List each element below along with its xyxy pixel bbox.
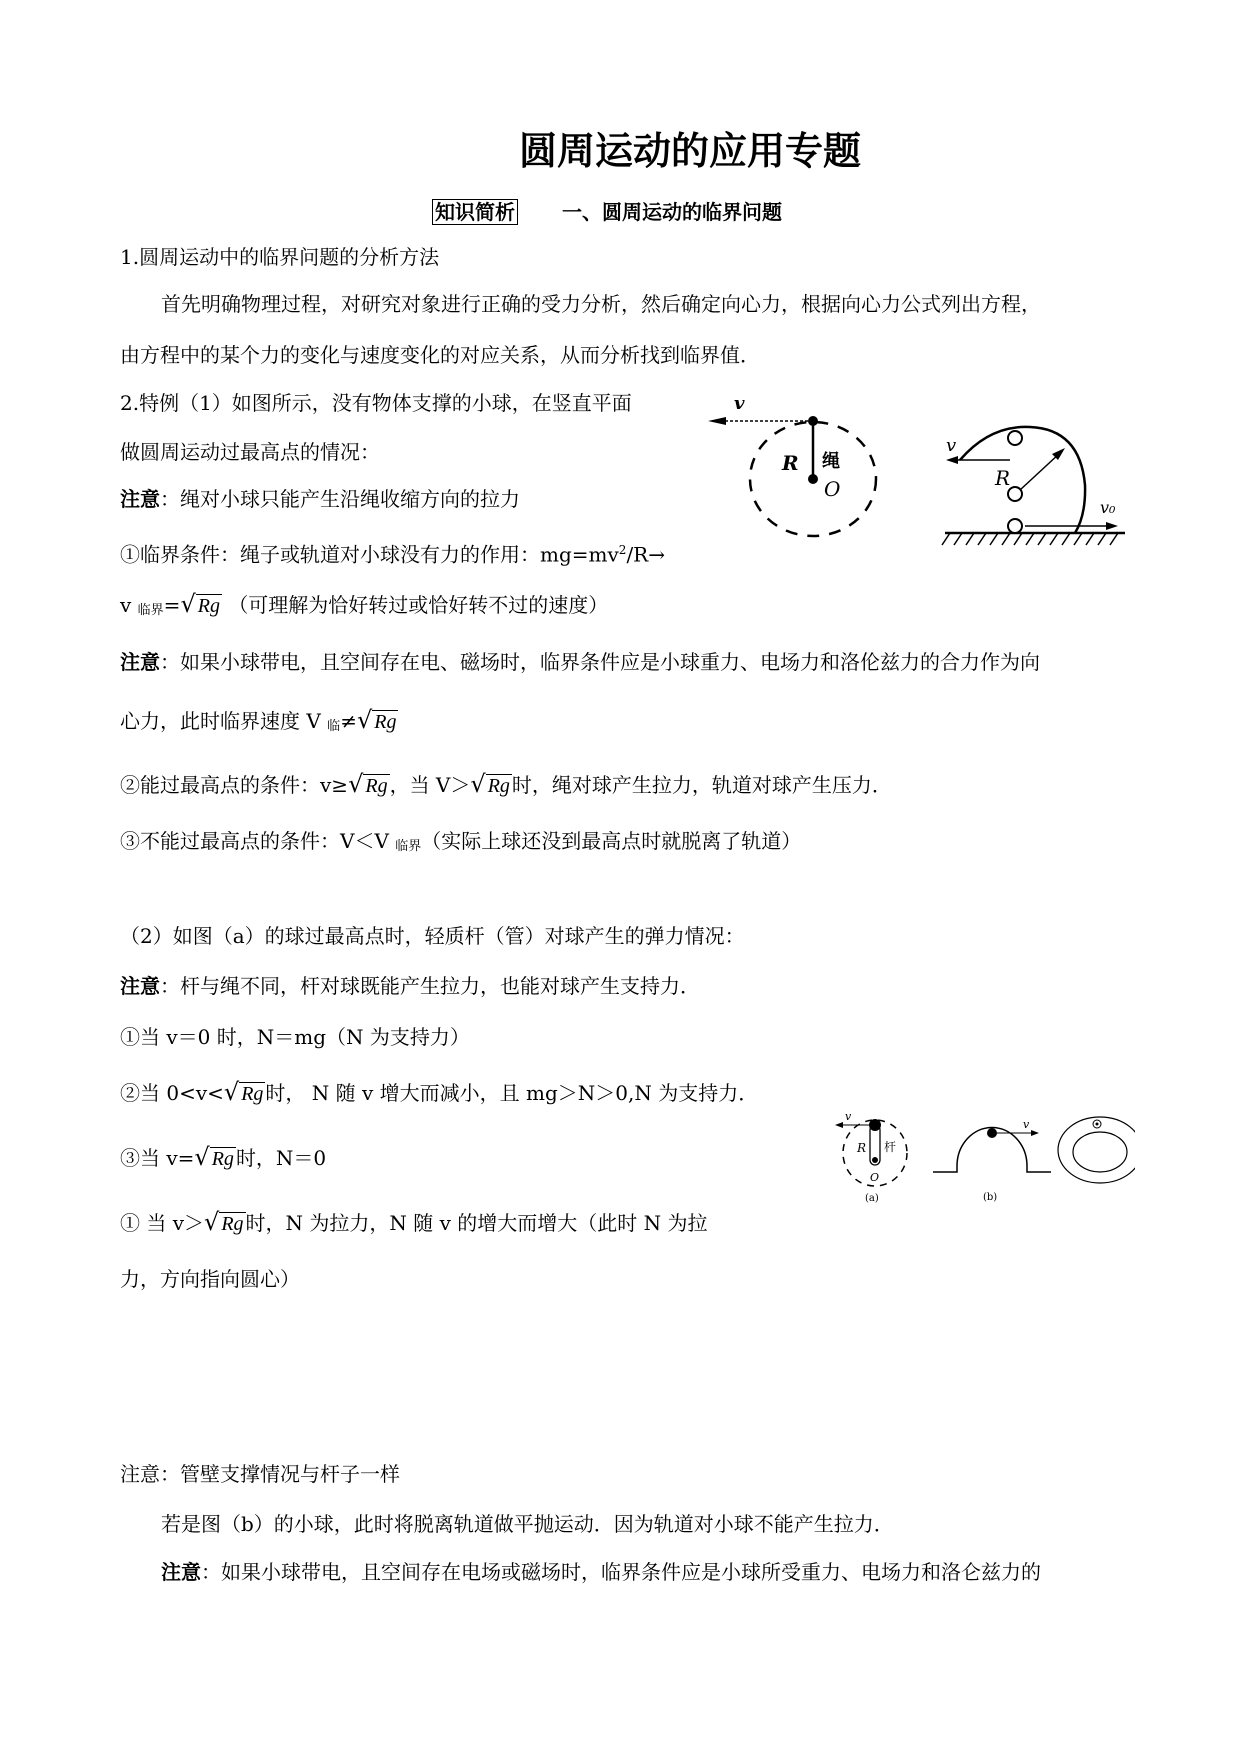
label-v0: v₀ — [1100, 498, 1116, 517]
label-v: v — [845, 1110, 852, 1123]
note-label: 注意 — [120, 487, 160, 511]
text: 时，绳对球产生拉力，轨道对球产生压力． — [511, 773, 892, 797]
note-label: 注意 — [161, 1560, 201, 1584]
text: 时，N 为拉力，N 随 v 的增大而增大（此时 N 为拉 — [245, 1211, 708, 1235]
text: ②当 0<v< — [120, 1081, 224, 1105]
text: （可理解为恰好转过或恰好转不过的速度） — [228, 593, 609, 617]
text-line: 1.圆周运动中的临界问题的分析方法 — [120, 245, 440, 269]
note-line — [120, 973, 700, 999]
section-header — [432, 196, 782, 225]
note-text: ：如果小球带电，且空间存在电、磁场时，临界条件应是小球重力、电场力和洛伦兹力的合力作为向 — [160, 650, 1040, 674]
text: 心力，此时临界速度 V — [120, 709, 328, 733]
section-heading: 一、圆周运动的临界问题 — [562, 200, 782, 224]
label-o: O — [824, 477, 841, 501]
track-diagram — [942, 427, 1125, 545]
text-line: 若是图（b）的小球，此时将脱离轨道做平抛运动．因为轨道对小球不能产生拉力． — [161, 1512, 894, 1536]
figure-rod-and-arc — [815, 1100, 1135, 1210]
formula-line — [120, 1144, 326, 1172]
tube-diagram — [1058, 1117, 1135, 1183]
note-line — [161, 1559, 1041, 1585]
text: 时，N＝0 — [235, 1146, 327, 1170]
note-text: ：杆与绳不同，杆对球既能产生拉力，也能对球产生支持力． — [160, 974, 700, 998]
text-line: 做圆周运动过最高点的情况： — [120, 440, 380, 464]
formula-line — [120, 771, 892, 799]
sqrt-rg: √ Rg — [194, 1143, 234, 1171]
text-line: 注意：管壁支撑情况与杆子一样 — [120, 1462, 400, 1486]
text-line: （2）如图（a）的球过最高点时，轻质杆（管）对球产生的弹力情况： — [120, 924, 745, 948]
sqrt-rg: √ Rg — [180, 590, 220, 618]
figure-rope-and-track — [700, 385, 1130, 555]
paragraph: 首先明确物理过程，对研究对象进行正确的受力分析，然后确定向心力，根据向心力公式列出方程， — [161, 292, 1041, 316]
superscript: 2 — [618, 543, 627, 557]
text: ，当 V＞ — [389, 773, 471, 797]
label-rod: 杆 — [884, 1140, 897, 1154]
note-text: ：如果小球带电，且空间存在电场或磁场时，临界条件应是小球所受重力、电场力和洛仑兹力的 — [201, 1560, 1041, 1584]
note-line — [120, 486, 520, 512]
page-title: 圆周运动的应用专题 — [518, 129, 861, 173]
text: ③不能过最高点的条件：V＜V — [120, 829, 396, 853]
text: ①临界条件：绳子或轨道对小球没有力的作用：mg=mv — [120, 542, 619, 567]
formula-line — [120, 591, 608, 624]
sqrt-rg: √ Rg — [470, 770, 510, 798]
label-o: O — [870, 1171, 880, 1184]
text: /R→ — [626, 542, 665, 567]
text-line — [120, 537, 665, 568]
arc-diagram — [933, 1118, 1051, 1203]
label-rope: 绳 — [822, 451, 840, 472]
label-v: v — [946, 435, 957, 456]
sqrt-rg: √ Rg — [348, 770, 388, 798]
note-text: ：绳对小球只能产生沿绳收缩方向的拉力 — [160, 487, 520, 511]
label-a: (a) — [865, 1193, 879, 1204]
label-r: R — [995, 466, 1011, 490]
label-v: v — [1023, 1118, 1030, 1131]
paragraph: 由方程中的某个力的变化与速度变化的对应关系，从而分析找到临界值． — [120, 343, 760, 367]
text: ≠ — [340, 709, 357, 733]
text: = — [163, 593, 181, 617]
subscript: 临界 — [395, 839, 422, 854]
sqrt-rg: √ Rg — [356, 706, 397, 734]
formula-line — [120, 1079, 758, 1107]
label-b: (b) — [983, 1192, 998, 1203]
text-line: ①当 v＝0 时，N＝mg（N 为支持力） — [120, 1025, 470, 1049]
text: ① 当 v＞ — [120, 1211, 205, 1235]
section-tag: 知识简析 — [432, 199, 518, 225]
label-r: R — [857, 1141, 867, 1155]
sqrt-rg: √ Rg — [204, 1208, 244, 1236]
rod-diagram — [835, 1110, 907, 1204]
formula-line — [120, 707, 398, 740]
sqrt-rg: √ Rg — [223, 1078, 264, 1106]
text: 时， N 随 v 增大而减小，且 mg＞N＞0,N 为支持力． — [265, 1081, 759, 1105]
subscript: 临 — [327, 719, 341, 734]
text-line: 力，方向指向圆心） — [120, 1267, 300, 1291]
formula-line — [120, 828, 801, 860]
text: v — [120, 593, 138, 617]
subscript: 临界 — [137, 603, 164, 618]
formula-line — [120, 1209, 707, 1237]
label-r: R — [782, 451, 799, 475]
text: ②能过最高点的条件：v≥ — [120, 773, 349, 797]
text-line: 2.特例（1）如图所示，没有物体支撑的小球，在竖直平面 — [120, 391, 632, 415]
note-line — [120, 649, 1040, 675]
note-label: 注意 — [120, 650, 160, 674]
note-label: 注意 — [120, 974, 160, 998]
rope-diagram — [708, 393, 876, 536]
text: ③当 v= — [120, 1146, 195, 1170]
label-v: v — [734, 393, 745, 414]
text: （实际上球还没到最高点时就脱离了轨道） — [421, 829, 802, 853]
